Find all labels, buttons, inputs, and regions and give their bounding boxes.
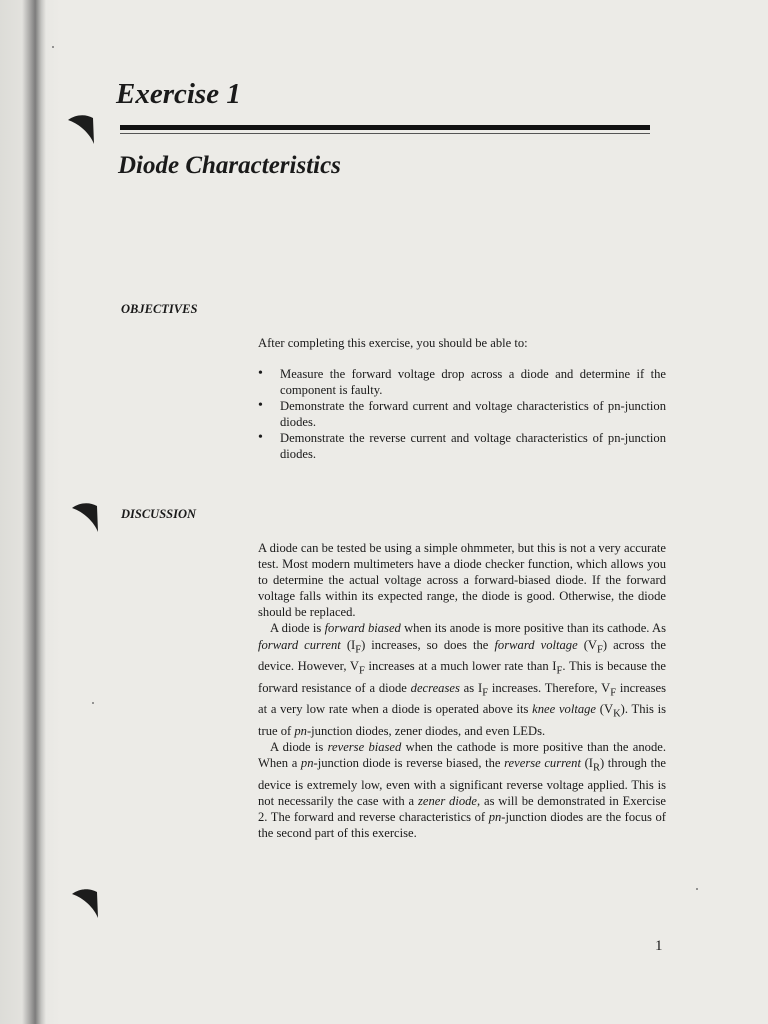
- binder-hole-mark: [66, 112, 96, 146]
- objectives-heading: OBJECTIVES: [121, 302, 198, 316]
- discussion-paragraph-2: A diode is forward biased when its anode is more positive than its cathode. As forward current $(I_F)$ increases, so does the forward voltage $(V_F)$ across the device. However, $V_F$ increases at a much lower rate than $I_F$. This is because the forward resistance of a diode decreases as $I_F$ increases. Therefore, $V_F$ increases at a very low rate when a diode is operated above its knee voltage $(V_K)$. This is true of pn-junction diodes, zener diodes, and even LEDs.: [258, 621, 667, 738]
- scan-speck: [52, 46, 54, 48]
- bullet-icon: •: [258, 430, 263, 446]
- discussion-paragraph-3: A diode is reverse biased when the cathode is more positive than the anode. When a pn-junction diode is reverse biased, the reverse current $(I_R)$ through the device is extremely low, even with a significant reverse voltage applied. This is not necessarily the case with a zener diode, as will be demonstrated in Exercise 2. The forward and reverse characteristics of pn-junction diodes are the focus of the second part of this exercise.: [258, 740, 667, 841]
- heading-rule: [120, 125, 650, 130]
- discussion-paragraph-1: A diode can be tested be using a simple ohmmeter, but this is not a very accurate test. Most modern multimeters have a diode checker function, which allows you to determine the actual voltage across a forward-biased diode. If the forward voltage falls within its expected range, the diode is good. Otherwise, the diode should be replaced.: [258, 541, 666, 620]
- binder-hole-mark: [70, 500, 100, 534]
- heading-rule-thin: [120, 133, 650, 134]
- objective-item: • Demonstrate the reverse current and voltage characteristics of pn-junction diodes.: [258, 430, 666, 462]
- bullet-icon: •: [258, 398, 263, 414]
- binding-shadow: [22, 0, 46, 1024]
- objective-item: • Measure the forward voltage drop across a diode and determine if the component is faulty.: [258, 366, 666, 398]
- discussion-body: [258, 540, 666, 841]
- scan-speck: [92, 702, 94, 704]
- exercise-label: Exercise 1: [116, 78, 241, 110]
- objective-item: • Demonstrate the forward current and voltage characteristics of pn-junction diodes.: [258, 398, 666, 430]
- discussion-heading: DISCUSSION: [121, 507, 197, 521]
- scan-speck: [696, 888, 698, 890]
- page-title: Diode Characteristics: [118, 152, 341, 179]
- objectives-list: [258, 366, 666, 463]
- bullet-icon: •: [258, 366, 263, 381]
- objectives-intro: After completing this exercise, you should be able to:: [258, 336, 528, 350]
- binder-hole-mark: [70, 886, 100, 920]
- page-number: 1: [655, 938, 663, 954]
